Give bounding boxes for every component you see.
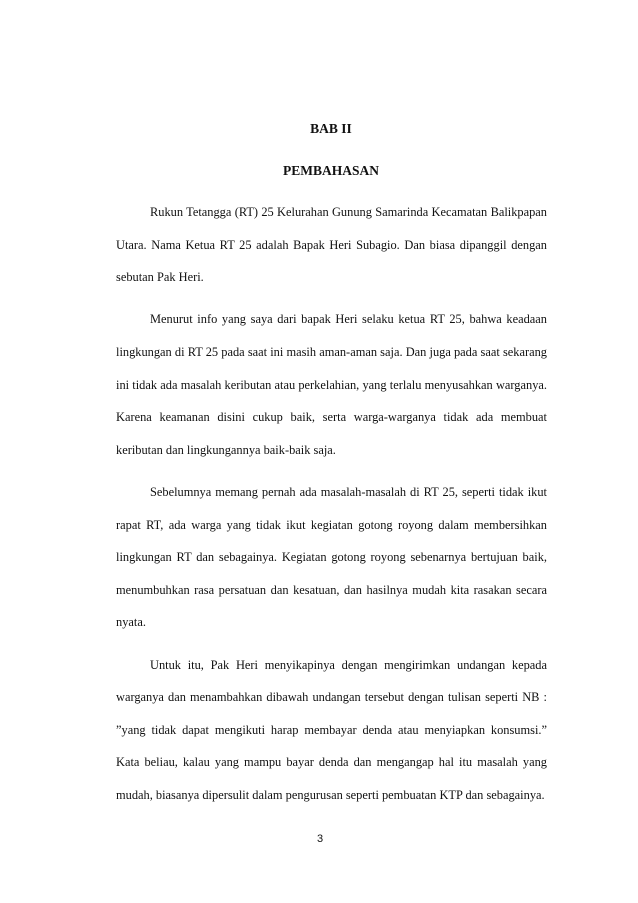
chapter-number: BAB II <box>310 121 352 136</box>
chapter-title: PEMBAHASAN <box>282 163 379 178</box>
paragraph-3: Sebelumnya memang pernah ada masalah-masalah di RT 25, seperti tidak ikut rapat RT, ada warga yang tidak ikut kegiatan gotong royong dalam membersihkan lingkungan RT dan sebagainya. Kegiatan gotong royong sebenarnya bertujuan baik, menumbuhkan rasa persatuan dan kesatuan, dan hasilnya mudah kita rasakan secara nyata. <box>116 484 547 630</box>
page-number: 3 <box>316 833 324 845</box>
paragraph-1: Rukun Tetangga (RT) 25 Kelurahan Gunung Samarinda Kecamatan Balikpapan Utara. Nama Ketua RT 25 adalah Bapak Heri Subagio. Dan biasa dipanggil dengan sebutan Pak Heri. <box>116 205 547 285</box>
paragraph-2: Menurut info yang saya dari bapak Heri selaku ketua RT 25, bahwa keadaan lingkungan di RT 25 pada saat ini masih aman-aman saja. Dan juga pada saat sekarang ini tidak ada masalah keributan atau perkelahian, yang terlalu menyusahkan warganya. Karena keamanan disini cukup baik, serta warga-warganya tidak ada membuat keributan dan lingkungannya baik-baik saja. <box>116 312 547 457</box>
body-text <box>116 196 547 821</box>
paragraph-4: Untuk itu, Pak Heri menyikapinya dengan mengirimkan undangan kepada warganya dan menambahkan dibawah undangan tersebut dengan tulisan seperti NB : ”yang tidak dapat mengikuti harap membayar denda atau menyiapkan konsumsi.” Kata beliau, kalau yang mampu bayar denda dan mengangap hal itu masalah yang mudah, biasanya dipersulit dalam pengurusan seperti pembuatan KTP dan sebagainya. <box>116 657 547 802</box>
